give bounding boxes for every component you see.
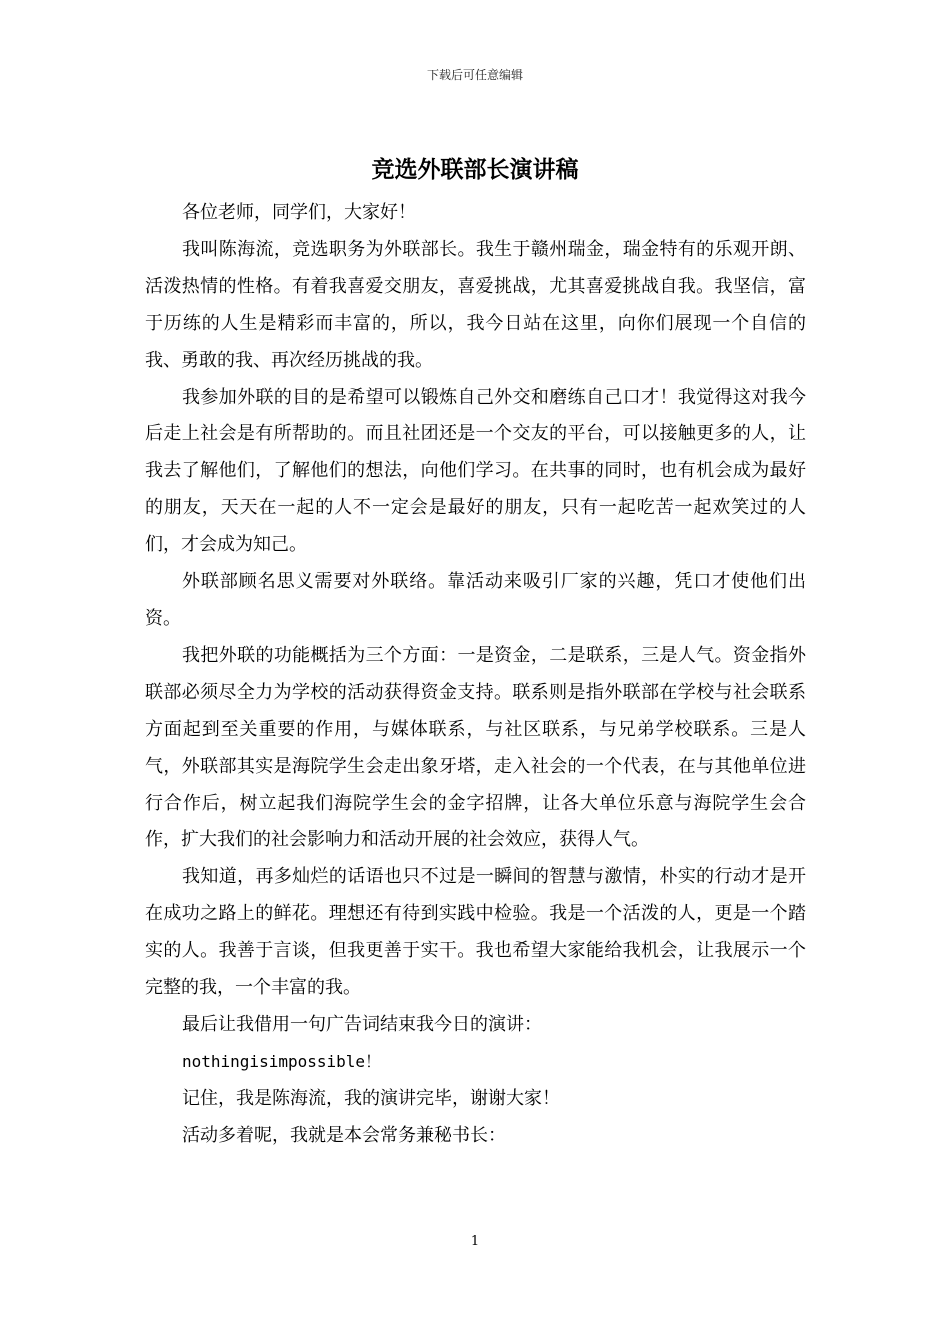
paragraph-definition: 外联部顾名思义需要对外联络。靠活动来吸引厂家的兴趣，凭口才使他们出资。 (145, 571, 806, 629)
paragraph-purpose: 我参加外联的目的是希望可以锻炼自己外交和磨练自己口才！我觉得这对我今后走上社会是有所帮助的。而且社团还是一个交友的平台，可以接触更多的人，让我去了解他们，了解他们的想法，向他们学习。在共事的同时，也有机会成为最好的朋友，天天在一起的人不一定会是最好的朋友，只有一起吃苦一起欢笑过的人们，才会成为知己。 (145, 386, 806, 556)
paragraph-greeting: 各位老师，同学们，大家好！ (182, 202, 416, 223)
paragraph-functions: 我把外联的功能概括为三个方面：一是资金，二是联系，三是人气。资金指外联部必须尽全力为学校的活动获得资金支持。联系则是指外联部在学校与社会联系方面起到至关重要的作用，与媒体联系，与社区联系，与兄弟学校联系。三是人气，外联部其实是海院学生会走出象牙塔，走入社会的一个代表，在与其他单位进行合作后，树立起我们海院学生会的金字招牌，让各大单位乐意与海院学生会合作，扩大我们的社会影响力和活动开展的社会效应，获得人气。 (145, 644, 806, 851)
paragraph-slogan: nothingisimpossible！ (182, 1051, 382, 1071)
paragraph-closing-intro: 最后让我借用一句广告词结束我今日的演讲： (182, 1013, 542, 1035)
page-number: 1 (470, 1234, 480, 1249)
paragraph-commitment: 我知道，再多灿烂的话语也只不过是一瞬间的智慧与激情，朴实的行动才是开在成功之路上的鲜花。理想还有待到实践中检验。我是一个活泼的人，更是一个踏实的人。我善于言谈，但我更善于实干。我也希望大家能给我机会，让我展示一个完整的我，一个丰富的我。 (145, 866, 806, 999)
document-body (145, 195, 806, 1155)
document-title: 竞选外联部长演讲稿 (371, 156, 579, 183)
paragraph-introduction: 我叫陈海流，竞选职务为外联部长。我生于赣州瑞金，瑞金特有的乐观开朗、活泼热情的性格。有着我喜爱交朋友，喜爱挑战，尤其喜爱挑战自我。我坚信，富于历练的人生是精彩而丰富的，所以，我今日站在这里，向你们展现一个自信的我、勇敢的我、再次经历挑战的我。 (145, 238, 806, 371)
header-note: 下载后可任意编辑 (426, 68, 523, 82)
paragraph-final: 活动多着呢，我就是本会常务兼秘书长： (182, 1124, 506, 1146)
paragraph-thanks: 记住，我是陈海流，我的演讲完毕，谢谢大家！ (182, 1087, 560, 1109)
